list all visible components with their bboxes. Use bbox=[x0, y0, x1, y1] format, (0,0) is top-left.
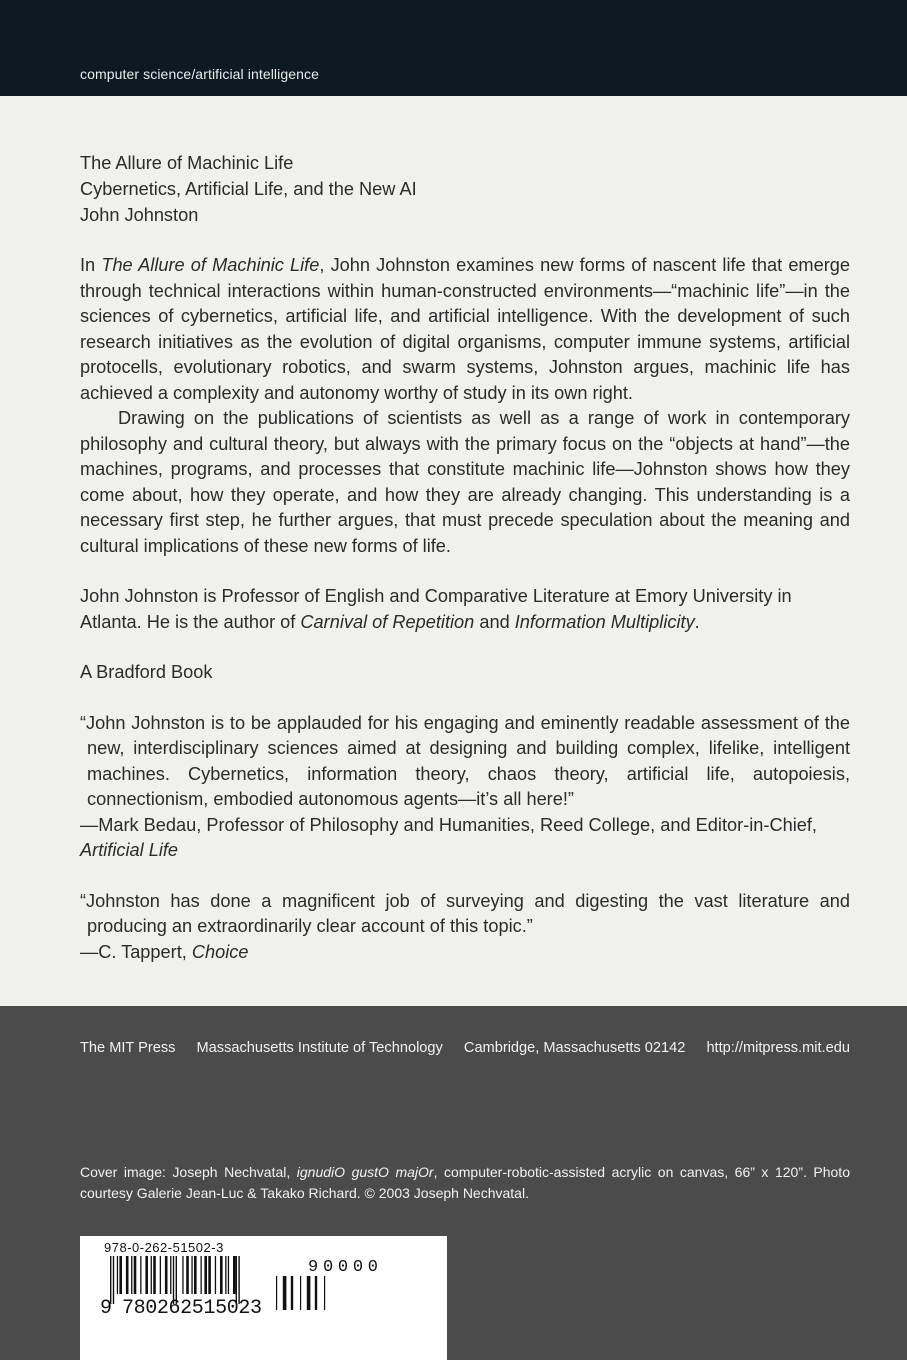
barcode-bar bbox=[204, 1256, 207, 1294]
addon-bar bbox=[300, 1276, 301, 1310]
ean-left-digits: 780262515023 bbox=[122, 1297, 262, 1320]
quote-attribution: —Mark Bedau, Professor of Philosophy and Humanities, Reed College, and Editor-in-Chief, Artificial Life bbox=[80, 814, 817, 860]
barcode-bar bbox=[220, 1256, 223, 1294]
category-label: computer science/artificial intelligence bbox=[80, 66, 319, 82]
barcode-bar bbox=[215, 1256, 216, 1294]
barcode-bar bbox=[140, 1256, 141, 1294]
author-bio: John Johnston is Professor of English and Comparative Literature at Emory University in Atlanta. He is the author of Carnival of Repetition and Information Multiplicity. bbox=[80, 586, 792, 632]
barcode-bar bbox=[160, 1256, 161, 1294]
synopsis bbox=[80, 253, 850, 559]
ean-first-digit: 9 bbox=[100, 1297, 113, 1320]
barcode-bar bbox=[201, 1256, 202, 1294]
publisher-institute: Massachusetts Institute of Technology bbox=[196, 1040, 443, 1056]
addon-bar bbox=[291, 1276, 293, 1310]
barcode-bar bbox=[194, 1256, 197, 1294]
barcode-guard-bar bbox=[113, 1256, 114, 1304]
barcode-bar bbox=[151, 1256, 152, 1294]
barcode-bar bbox=[145, 1256, 148, 1294]
synopsis-paragraph-2: Drawing on the publications of scientists as well as a range of work in contemporary philosophy and cultural theory, but always with the primary focus on the “objects at hand”—the machines, programs, and processes that constitute machinic life—Johnston shows how they come about, how they operate, and how they are already changing. This understanding is a necessary first step, he further argues, that must precede speculation about the meaning and cultural implications of these new forms of life. bbox=[80, 408, 850, 556]
addon-bar bbox=[276, 1276, 277, 1310]
barcode-bar bbox=[134, 1256, 137, 1294]
addon-bar bbox=[307, 1276, 311, 1310]
back-cover-text bbox=[80, 150, 850, 965]
endorsement-quote-2 bbox=[80, 889, 850, 966]
barcode-bar bbox=[170, 1256, 171, 1294]
quote-text: “John Johnston is to be applauded for his engaging and eminently readable assessment of the new, interdisciplinary sciences aimed at designing and building complex, lifelike, intelligent machines. Cybernetics, information theory, chaos theory, artificial life, autopoiesis, connectionism, embodied autonomous agents—it’s all here!” bbox=[80, 712, 850, 809]
imprint: A Bradford Book bbox=[80, 662, 213, 682]
barcode-bar bbox=[131, 1256, 132, 1294]
isbn-barcode bbox=[96, 1256, 436, 1356]
isbn-label: 978-0-262-51502-3 bbox=[104, 1240, 224, 1255]
barcode-bar bbox=[191, 1256, 192, 1294]
book-subtitle: Cybernetics, Artificial Life, and the New AI bbox=[80, 179, 417, 199]
barcode-bar bbox=[225, 1256, 226, 1294]
barcode-bar bbox=[233, 1256, 236, 1294]
cover-credit: Cover image: Joseph Nechvatal, ignudiO gustO majOr, computer-robotic-assisted acrylic on canvas, 66” x 120”. Photo courtesy Galerie Jean-Luc & Takako Richard. © 2003 Joseph Nechvatal. bbox=[80, 1164, 850, 1201]
endorsement-quote-1 bbox=[80, 711, 850, 864]
addon-barcode-bars bbox=[276, 1276, 325, 1310]
title-block bbox=[80, 150, 850, 228]
barcode-bar bbox=[119, 1256, 122, 1294]
barcode-bar bbox=[208, 1256, 211, 1294]
addon-bar bbox=[283, 1276, 287, 1310]
publisher-info bbox=[80, 1040, 850, 1056]
quote-text: “Johnston has done a magnificent job of surveying and digesting the vast literature and producing an extraordinarily clear account of this topic.” bbox=[80, 890, 850, 936]
quote-attribution: —C. Tappert, Choice bbox=[80, 941, 249, 962]
addon-digits: 90000 bbox=[308, 1258, 378, 1277]
addon-bar bbox=[324, 1276, 325, 1310]
book-author: John Johnston bbox=[80, 205, 199, 225]
addon-bar bbox=[315, 1276, 317, 1310]
publisher-address: Cambridge, Massachusetts 02142 bbox=[463, 1040, 686, 1056]
barcode-bar bbox=[228, 1256, 229, 1294]
barcode-bar bbox=[186, 1256, 189, 1294]
barcode-bar bbox=[153, 1256, 156, 1294]
book-title: The Allure of Machinic Life bbox=[80, 153, 294, 173]
publisher-name: The MIT Press bbox=[80, 1040, 176, 1056]
barcode-bar bbox=[126, 1256, 129, 1294]
barcode-bar bbox=[182, 1256, 183, 1294]
synopsis-paragraph-1: In The Allure of Machinic Life, John Johnston examines new forms of nascent life that emerge through technical interactions within human-constructed environments—“machinic life”—in the sciences of cybernetics, artificial life, and artificial intelligence. With the development of such research initiatives as the evolution of digital organisms, computer immune systems, artificial protocells, evolutionary robotics, and swarm systems, Johnston argues, machinic life has achieved a complexity and autonomy worthy of study in its own right. bbox=[80, 255, 850, 403]
barcode-bar bbox=[117, 1256, 118, 1294]
publisher-url: http://mitpress.mit.edu bbox=[706, 1040, 850, 1056]
barcode-bar bbox=[165, 1256, 168, 1294]
